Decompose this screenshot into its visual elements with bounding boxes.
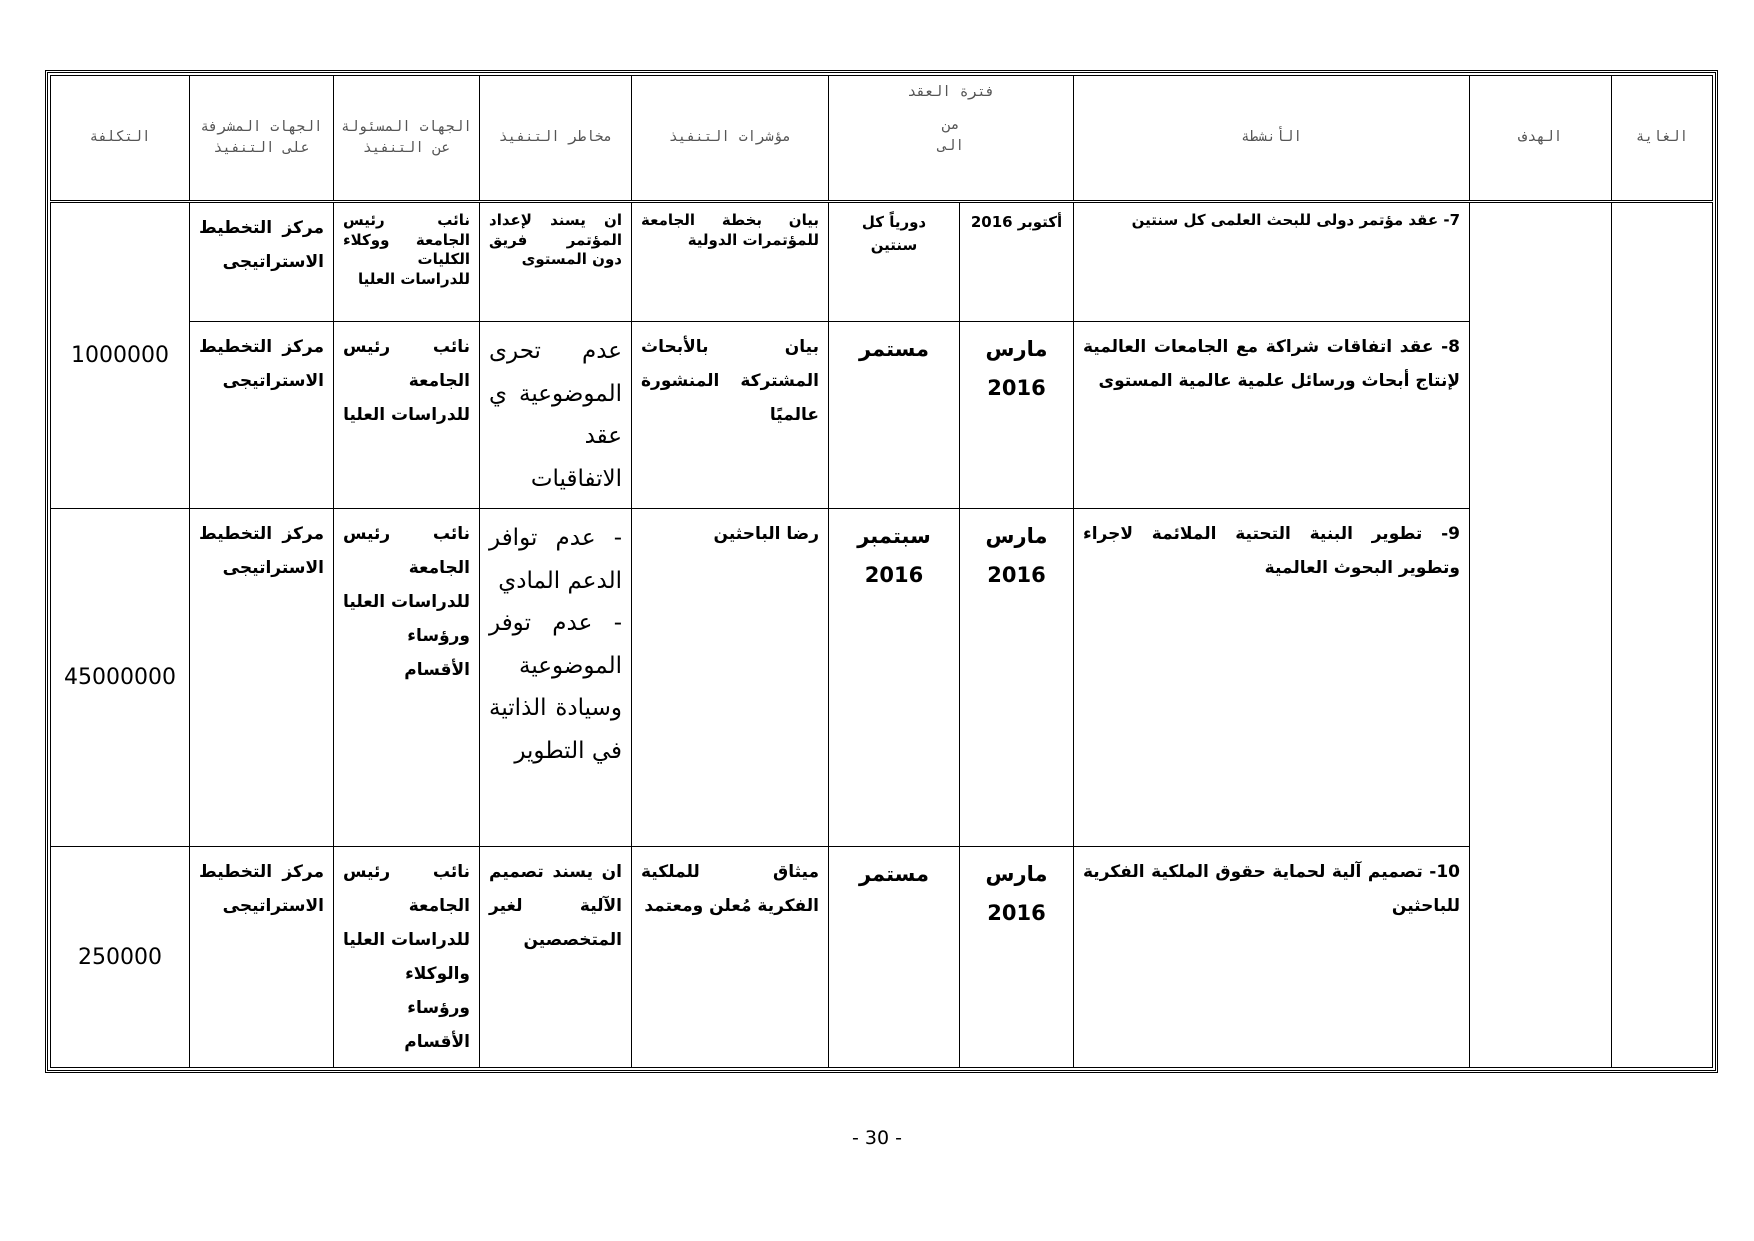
objective-cell	[1470, 202, 1612, 1068]
cost-cell	[51, 202, 190, 509]
risk-cell: ان يسند تصميم الآلية لغير المتخصصين	[480, 847, 632, 1068]
cost-value: 250000	[78, 944, 162, 970]
header-goal: الغاية	[1612, 76, 1713, 202]
to-cell: مستمر	[829, 847, 960, 1068]
from-cell: مارس 2016	[960, 509, 1074, 847]
indicator-cell: ميثاق للملكية الفكرية مُعلن ومعتمد	[632, 847, 829, 1068]
responsible-cell: نائب رئيس الجامعة للدراسات العليا	[334, 322, 480, 509]
header-activities: الأنشطة	[1074, 76, 1470, 202]
activity-cell: 9- تطوير البنية التحتية الملائمة لاجراء وتطوير البحوث العالمية	[1074, 509, 1470, 847]
header-objective: الهدف	[1470, 76, 1612, 202]
cost-value: 45000000	[64, 665, 176, 691]
from-cell: أكتوبر 2016	[960, 202, 1074, 322]
cost-cell	[51, 847, 190, 1068]
table-row	[51, 847, 1713, 1068]
goal-cell	[1612, 202, 1713, 1068]
supervising-cell: مركز التخطيط الاستراتيجى	[190, 322, 334, 509]
header-cost: التكلفة	[51, 76, 190, 202]
from-cell: مارس 2016	[960, 847, 1074, 1068]
risk-cell: ان يسند لإعداد المؤتمر فريق دون المستوى	[480, 202, 632, 322]
header-period-to: الى	[937, 138, 965, 155]
header-indicators: مؤشرات التنفيذ	[632, 76, 829, 202]
header-period-title: فترة العقد	[907, 84, 995, 100]
table-row	[51, 202, 1713, 322]
risk-cell: عدم تحرى الموضوعية ي عقد الاتفاقيات	[480, 322, 632, 509]
cost-cell	[51, 509, 190, 847]
supervising-cell: مركز التخطيط الاستراتيجى	[190, 509, 334, 847]
indicator-cell: بيان بخطة الجامعة للمؤتمرات الدولية	[632, 202, 829, 322]
table-row	[51, 509, 1713, 847]
activity-cell: 8- عقد اتفاقات شراكة مع الجامعات العالمية لإنتاج أبحاث ورسائل علمية عالمية المستوى	[1074, 322, 1470, 509]
header-period-from: من	[942, 117, 960, 134]
to-cell: مستمر	[829, 322, 960, 509]
page-number: - 30 -	[852, 1127, 902, 1149]
responsible-cell: نائب رئيس الجامعة ووكلاء الكليات للدراسات العليا	[334, 202, 480, 322]
to-cell: دورياً كل سنتين	[829, 202, 960, 322]
activity-cell: 7- عقد مؤتمر دولى للبحث العلمى كل سنتين	[1074, 202, 1470, 322]
indicator-cell: بيان بالأبحاث المشتركة المنشورة عالميًا	[632, 322, 829, 509]
supervising-cell: مركز التخطيط الاستراتيجى	[190, 847, 334, 1068]
supervising-cell: مركز التخطيط الاستراتيجى	[190, 202, 334, 322]
responsible-cell: نائب رئيس الجامعة للدراسات العليا ورؤساء الأقسام	[334, 509, 480, 847]
cost-value: 1000000	[71, 343, 169, 369]
header-responsible: الجهات المسئولة عن التنفيذ	[334, 76, 480, 202]
indicator-cell: رضا الباحثين	[632, 509, 829, 847]
table-row	[51, 322, 1713, 509]
plan-table	[50, 75, 1713, 1068]
header-risks: مخاطر التنفيذ	[480, 76, 632, 202]
responsible-cell: نائب رئيس الجامعة للدراسات العليا والوكلاء ورؤساء الأقسام	[334, 847, 480, 1068]
activity-cell: 10- تصميم آلية لحماية حقوق الملكية الفكرية للباحثين	[1074, 847, 1470, 1068]
header-supervising: الجهات المشرفة على التنفيذ	[190, 76, 334, 202]
header-period	[829, 76, 1074, 202]
risk-cell: - عدم توافر الدعم المادي - عدم توفر الموضوعية وسيادة الذاتية في التطوير	[480, 509, 632, 847]
header-row	[51, 76, 1713, 202]
from-cell: مارس 2016	[960, 322, 1074, 509]
to-cell: سبتمبر 2016	[829, 509, 960, 847]
